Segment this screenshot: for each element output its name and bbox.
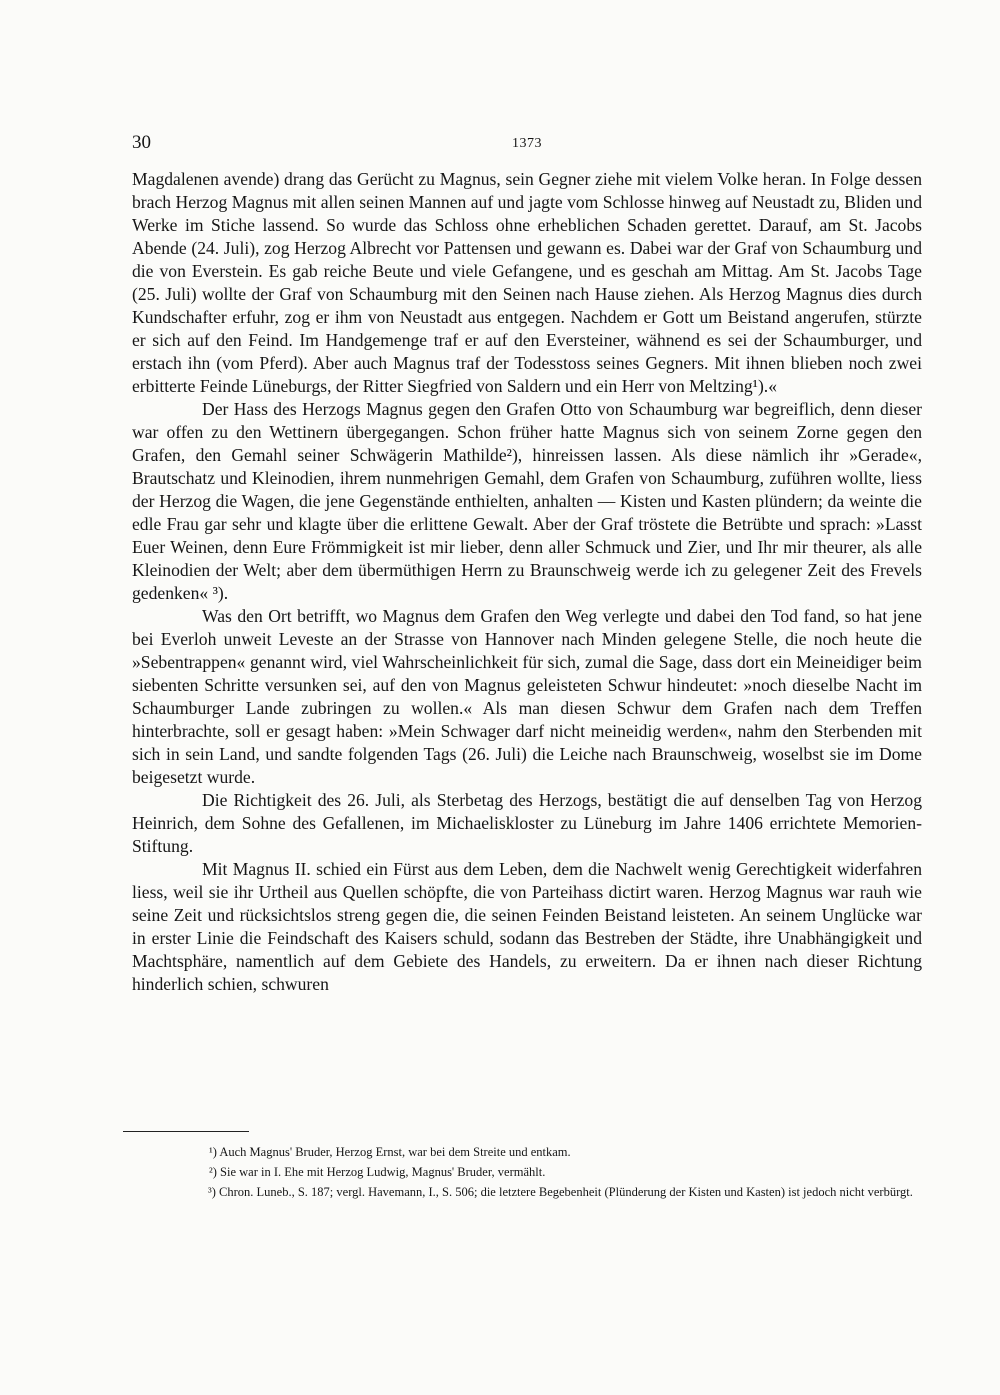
footnote: ²) Sie war in I. Ehe mit Herzog Ludwig, Magnus' Bruder, vermählt. xyxy=(209,1165,546,1179)
footnote: ¹) Auch Magnus' Bruder, Herzog Ernst, war bei dem Streite und entkam. xyxy=(209,1145,571,1159)
footnote: ³) Chron. Luneb., S. 187; vergl. Havemann, I., S. 506; die letztere Begebenheit (Plünderung der Kisten und Kasten) ist jedoch nicht verbürgt. xyxy=(208,1185,913,1199)
running-head-year: 1373 xyxy=(512,136,542,151)
footnote-divider xyxy=(123,1131,249,1132)
page-number: 30 xyxy=(132,132,151,153)
main-text xyxy=(132,168,922,996)
page-header xyxy=(132,132,922,156)
paragraph: Die Richtigkeit des 26. Juli, als Sterbetag des Herzogs, bestätigt die auf denselben Tag von Herzog Heinrich, dem Sohne des Gefallenen, im Michaeliskloster zu Lüneburg im Jahre 1406 errichtete Memorien-Stiftung. xyxy=(132,790,922,856)
footnotes xyxy=(123,1142,923,1202)
paragraph: Was den Ort betrifft, wo Magnus dem Grafen den Weg verlegte und dabei den Tod fand, so hat jene bei Everloh unweit Leveste an der Strasse von Hannover nach Minden gelegene Stelle, die noch heute die »Sebentrappen« genannt wird, viel Wahrscheinlichkeit für sich, zumal die Sage, dass dort ein Meineidiger beim siebenten Schritte versunken sei, auf den von Magnus geleisteten Schwur hindeutet: »noch dieselbe Nacht im Schaumburger Lande zubringen zu wollen.« Als man diesen Schwur dem Grafen nach dem Treffen hinterbrachte, soll er gesagt haben: »Mein Schwager darf nicht meineidig werden«, nahm den Sterbenden mit sich in sein Land, und sandte folgenden Tags (26. Juli) die Leiche nach Braunschweig, woselbst sie im Dome beigesetzt wurde. xyxy=(132,606,922,787)
paragraph: Der Hass des Herzogs Magnus gegen den Grafen Otto von Schaumburg war begreiflich, denn dieser war offen zu den Wettinern übergegangen. Schon früher hatte Magnus sich von seinem Zorne gegen den Grafen, den Gemahl seiner Schwägerin Mathilde²), hinreissen lassen. Als diese nämlich ihr »Gerade«, Brautschatz und Kleinodien, ihrem nunmehrigen Gemahl, dem Grafen von Schaumburg, zuführen wollte, liess der Herzog die Wagen, die jene Gegenstände enthielten, anhalten — Kisten und Kasten plündern; da weinte die edle Frau gar sehr und klagte über die erlittene Gewalt. Aber der Graf tröstete die Betrübte und sprach: »Lasst Euer Weinen, denn Eure Frömmigkeit ist mir lieber, denn aller Schmuck und Zier, und Ihr mir theurer, als alle Kleinodien der Welt; aber dem übermüthigen Herrn zu Braunschweig werde ich zu gelegener Zeit des Frevels gedenken« ³). xyxy=(132,399,922,603)
paragraph: Magdalenen avende) drang das Gerücht zu Magnus, sein Gegner ziehe mit vielem Volke heran. In Folge dessen brach Herzog Magnus mit allen seinen Mannen auf und jagte vom Schlosse hinweg auf Neustadt zu, Bliden und Werke im Stiche lassend. So wurde das Schloss ohne erheblichen Schaden gerettet. Darauf, am St. Jacobs Abende (24. Juli), zog Herzog Albrecht vor Pattensen und gewann es. Dabei war der Graf von Schaumburg und die von Everstein. Es gab reiche Beute und viele Gefangene, und es geschah am Mittag. Am St. Jacobs Tage (25. Juli) wollte der Graf von Schaumburg mit den Seinen nach Hause ziehen. Als Herzog Magnus dies durch Kundschafter erfuhr, zog er ihm von Neustadt aus entgegen. Nachdem er Gott um Beistand angerufen, stürzte er sich auf den Feind. Im Handgemenge traf er auf den Eversteiner, wähnend es sei der Schaumburger, und erstach ihn (vom Pferd). Aber auch Magnus traf der Todesstoss seines Gegners. Mit ihnen blieben noch zwei erbitterte Feinde Lüneburgs, der Ritter Siegfried von Saldern und ein Herr von Meltzing¹).« xyxy=(132,169,922,396)
paragraph: Mit Magnus II. schied ein Fürst aus dem Leben, dem die Nachwelt wenig Gerechtigkeit widerfahren liess, weil sie ihr Urtheil aus Quellen schöpfte, die von Parteihass dictirt waren. Herzog Magnus war rauh wie seine Zeit und rücksichtslos streng gegen die, die seinen Feinden Beistand leisteten. An seinem Unglücke war in erster Linie die Feindschaft des Kaisers schuld, sodann das Bestreben der Städte, ihre Unabhängigkeit und Machtsphäre, namentlich auf dem Gebiete des Handels, zu erweitern. Da er ihnen nach dieser Richtung hinderlich schien, schwuren xyxy=(132,859,922,994)
